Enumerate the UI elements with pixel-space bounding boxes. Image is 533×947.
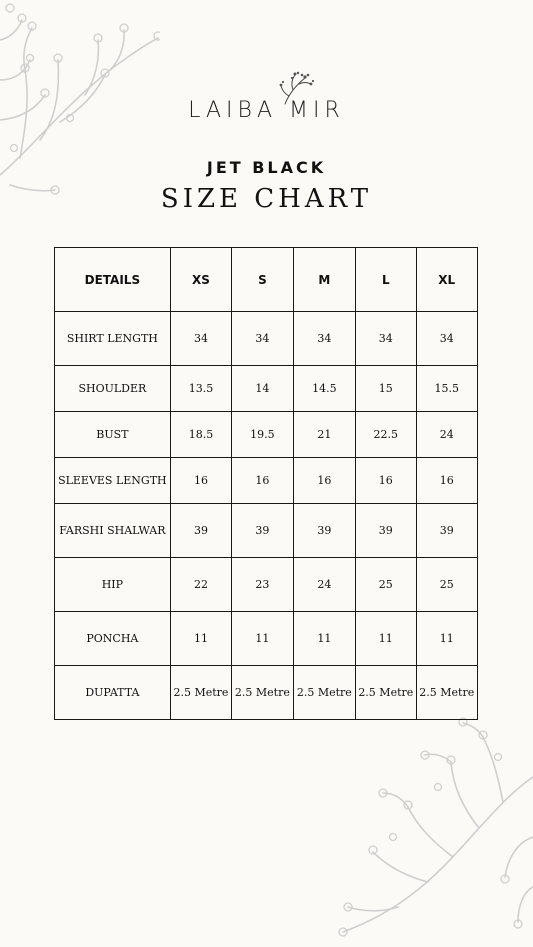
table-row — [55, 504, 478, 558]
table-cell: 34 — [293, 312, 355, 366]
table-cell: 22.5 — [356, 412, 416, 458]
table-cell: 24 — [293, 558, 355, 612]
header-size-xl: XL — [416, 248, 478, 312]
table-cell: 13.5 — [170, 366, 231, 412]
brand-logo — [0, 70, 533, 130]
header-details: DETAILS — [55, 248, 171, 312]
table-cell: 11 — [416, 612, 478, 666]
table-cell: 14 — [232, 366, 293, 412]
table-row — [55, 412, 478, 458]
row-label: PONCHA — [55, 612, 171, 666]
table-cell: 2.5 Metre — [232, 666, 293, 720]
table-cell: 11 — [232, 612, 293, 666]
table-cell: 11 — [170, 612, 231, 666]
table-row — [55, 458, 478, 504]
table-cell: 25 — [416, 558, 478, 612]
table-row — [55, 312, 478, 366]
table-cell: 18.5 — [170, 412, 231, 458]
table-row — [55, 666, 478, 720]
table-cell: 39 — [232, 504, 293, 558]
table-cell: 2.5 Metre — [356, 666, 416, 720]
table-cell: 2.5 Metre — [416, 666, 478, 720]
table-cell: 21 — [293, 412, 355, 458]
table-cell: 15.5 — [416, 366, 478, 412]
table-cell: 14.5 — [293, 366, 355, 412]
table-cell: 39 — [293, 504, 355, 558]
row-label: BUST — [55, 412, 171, 458]
table-cell: 23 — [232, 558, 293, 612]
header-size-m: M — [293, 248, 355, 312]
table-cell: 39 — [170, 504, 231, 558]
table-cell: 39 — [356, 504, 416, 558]
table-row — [55, 558, 478, 612]
table-cell: 34 — [416, 312, 478, 366]
collection-name: JET BLACK — [206, 158, 327, 177]
row-label: HIP — [55, 558, 171, 612]
table-cell: 22 — [170, 558, 231, 612]
table-cell: 24 — [416, 412, 478, 458]
table-cell: 2.5 Metre — [170, 666, 231, 720]
table-cell: 11 — [293, 612, 355, 666]
size-chart-table — [54, 247, 478, 720]
table-cell: 34 — [356, 312, 416, 366]
table-cell: 15 — [356, 366, 416, 412]
table-cell: 19.5 — [232, 412, 293, 458]
row-label: FARSHI SHALWAR — [55, 504, 171, 558]
table-cell: 16 — [293, 458, 355, 504]
table-cell: 2.5 Metre — [293, 666, 355, 720]
brand-name: LAIBA MIR — [188, 98, 345, 123]
table-row — [55, 612, 478, 666]
table-cell: 34 — [170, 312, 231, 366]
table-cell: 16 — [416, 458, 478, 504]
floral-branch-icon-bottom-right — [333, 717, 533, 947]
table-cell: 34 — [232, 312, 293, 366]
header-size-xs: XS — [170, 248, 231, 312]
header-size-s: S — [232, 248, 293, 312]
table-row — [55, 366, 478, 412]
table-cell: 39 — [416, 504, 478, 558]
row-label: SLEEVES LENGTH — [55, 458, 171, 504]
row-label: SHOULDER — [55, 366, 171, 412]
table-cell: 16 — [356, 458, 416, 504]
table-cell: 16 — [232, 458, 293, 504]
table-cell: 25 — [356, 558, 416, 612]
table-cell: 11 — [356, 612, 416, 666]
table-cell: 16 — [170, 458, 231, 504]
row-label: SHIRT LENGTH — [55, 312, 171, 366]
table-header-row — [55, 248, 478, 312]
row-label: DUPATTA — [55, 666, 171, 720]
size-chart-title: SIZE CHART — [160, 184, 373, 214]
header-size-l: L — [356, 248, 416, 312]
